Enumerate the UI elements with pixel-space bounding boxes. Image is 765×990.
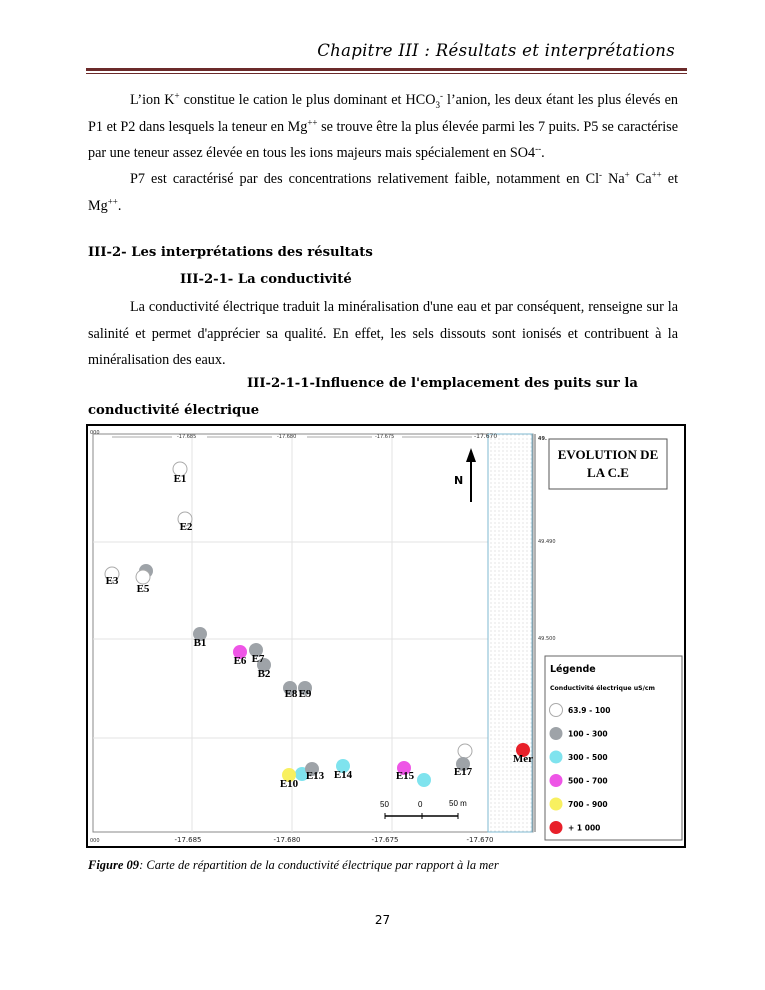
legend-swatch bbox=[550, 821, 563, 834]
section-heading: III-2- Les interprétations des résultats bbox=[88, 245, 373, 260]
right-tick: 49.490 bbox=[538, 539, 556, 545]
map-title: LA C.E bbox=[587, 465, 629, 480]
text: se trouve être la plus élevée parmi les 7 puits. P5 se caractérise par une teneur assez élevée en tous les ions majeurs mais spécialement en SO4 bbox=[88, 118, 678, 161]
legend-label: 700 - 900 bbox=[568, 800, 608, 809]
bottom-tick: -17.685 bbox=[174, 836, 202, 844]
scale-label: 50 m bbox=[449, 799, 467, 808]
right-tick: 49.500 bbox=[538, 636, 556, 642]
text: L’ion K bbox=[130, 92, 175, 108]
legend-label: 63.9 - 100 bbox=[568, 706, 611, 715]
well-label: E15 bbox=[395, 770, 415, 782]
top-tick: -17.685 bbox=[177, 434, 197, 440]
chapter-header: Chapitre III : Résultats et interprétations bbox=[317, 41, 675, 60]
well-marker bbox=[417, 773, 431, 787]
figure-number: Figure 09 bbox=[88, 858, 140, 872]
well-label: E14 bbox=[333, 769, 353, 781]
subsubsection-heading-cont: conductivité électrique bbox=[88, 403, 260, 418]
text: - bbox=[599, 169, 603, 180]
map-canvas bbox=[88, 426, 684, 846]
well-label: B1 bbox=[193, 637, 207, 649]
top-tick: -17.675 bbox=[375, 434, 395, 440]
conductivity-map bbox=[86, 424, 686, 848]
scale-label: 50 bbox=[380, 800, 389, 809]
well-label: E7 bbox=[251, 653, 265, 665]
page-number: 27 bbox=[374, 913, 391, 927]
legend-box bbox=[545, 656, 682, 840]
legend-swatch bbox=[550, 704, 563, 717]
well-label: E1 bbox=[173, 473, 187, 485]
well-label: E9 bbox=[298, 688, 312, 700]
well-marker bbox=[458, 744, 472, 758]
legend-swatch bbox=[550, 727, 563, 740]
figure-caption-text: : Carte de répartition de la conductivité électrique par rapport à la mer bbox=[139, 858, 499, 872]
text: l’anion, les deux étant les plus élevés en P1 et P2 dans lesquels la teneur en Mg bbox=[88, 92, 678, 135]
text: -- bbox=[535, 143, 542, 154]
text: + bbox=[624, 169, 630, 180]
well-label: E6 bbox=[233, 655, 247, 667]
bottom-tick: -17.675 bbox=[371, 836, 399, 844]
text: . bbox=[117, 197, 122, 214]
text: ++ bbox=[107, 195, 118, 206]
paragraph-ions bbox=[88, 87, 678, 167]
well-points bbox=[105, 462, 533, 790]
right-tick: 49. bbox=[538, 436, 547, 442]
text: P7 est caractérisé par des concentrations relativement faible, notamment en Cl bbox=[130, 171, 600, 187]
well-marker bbox=[136, 570, 150, 584]
top-tick: 000 bbox=[90, 430, 100, 436]
text: ++ bbox=[651, 169, 662, 180]
legend-swatch bbox=[550, 751, 563, 764]
legend-subtitle: Conductivité électrique uS/cm bbox=[550, 685, 655, 692]
legend-swatch bbox=[550, 774, 563, 787]
text: Ca bbox=[629, 171, 652, 187]
legend-title: Légende bbox=[550, 664, 596, 675]
well-label: B2 bbox=[257, 668, 271, 680]
top-tick: -17.670 bbox=[474, 433, 498, 440]
header-rule-thin bbox=[86, 73, 687, 74]
bottom-tick: 000 bbox=[90, 838, 100, 844]
bottom-tick: -17.670 bbox=[466, 836, 494, 844]
north-label: N bbox=[454, 474, 464, 487]
subsubsection-heading: III-2-1-1-Influence de l'emplacement des puits sur la bbox=[247, 376, 638, 391]
scale-label: 0 bbox=[418, 800, 423, 809]
well-label: E8 bbox=[284, 688, 298, 700]
well-label: E13 bbox=[305, 770, 325, 782]
legend-label: + 1 000 bbox=[568, 823, 601, 833]
map-title: EVOLUTION DE bbox=[557, 447, 659, 462]
text: . bbox=[541, 145, 545, 161]
text: et Mg bbox=[88, 171, 679, 214]
well-label: E3 bbox=[105, 575, 119, 587]
paragraph-p7 bbox=[88, 166, 678, 219]
well-label: E17 bbox=[453, 766, 473, 778]
top-tick: -17.680 bbox=[277, 434, 297, 440]
legend-swatch bbox=[550, 798, 563, 811]
figure-caption bbox=[88, 858, 499, 873]
well-label: Mer bbox=[512, 753, 534, 765]
legend-label: 100 - 300 bbox=[568, 729, 608, 739]
header-rule bbox=[86, 68, 687, 71]
bottom-tick: -17.680 bbox=[273, 836, 301, 844]
north-arrow-icon bbox=[466, 448, 476, 502]
text: Na bbox=[602, 171, 625, 187]
well-label: E5 bbox=[136, 583, 150, 595]
text: + bbox=[174, 90, 180, 101]
scale-bar bbox=[385, 813, 458, 819]
legend-label: 300 - 500 bbox=[568, 753, 608, 762]
paragraph-conductivity: La conductivité électrique traduit la minéralisation d'une eau et par conséquent, renseigne sur la salinité et permet d'apprécier sa qualité. En effet, les sels dissouts sont ionisés et contribuent à la minéralisation des eaux. bbox=[88, 299, 678, 368]
text: 3 bbox=[435, 99, 440, 110]
sea-zone bbox=[488, 434, 532, 832]
text: constitue le cation le plus dominant et HCO bbox=[179, 92, 436, 108]
well-label: E2 bbox=[179, 521, 193, 533]
text: - bbox=[439, 90, 443, 101]
legend-label: 500 - 700 bbox=[568, 776, 608, 786]
text: ++ bbox=[307, 116, 318, 127]
subsection-heading: III-2-1- La conductivité bbox=[180, 272, 352, 287]
well-label: E10 bbox=[279, 778, 299, 790]
